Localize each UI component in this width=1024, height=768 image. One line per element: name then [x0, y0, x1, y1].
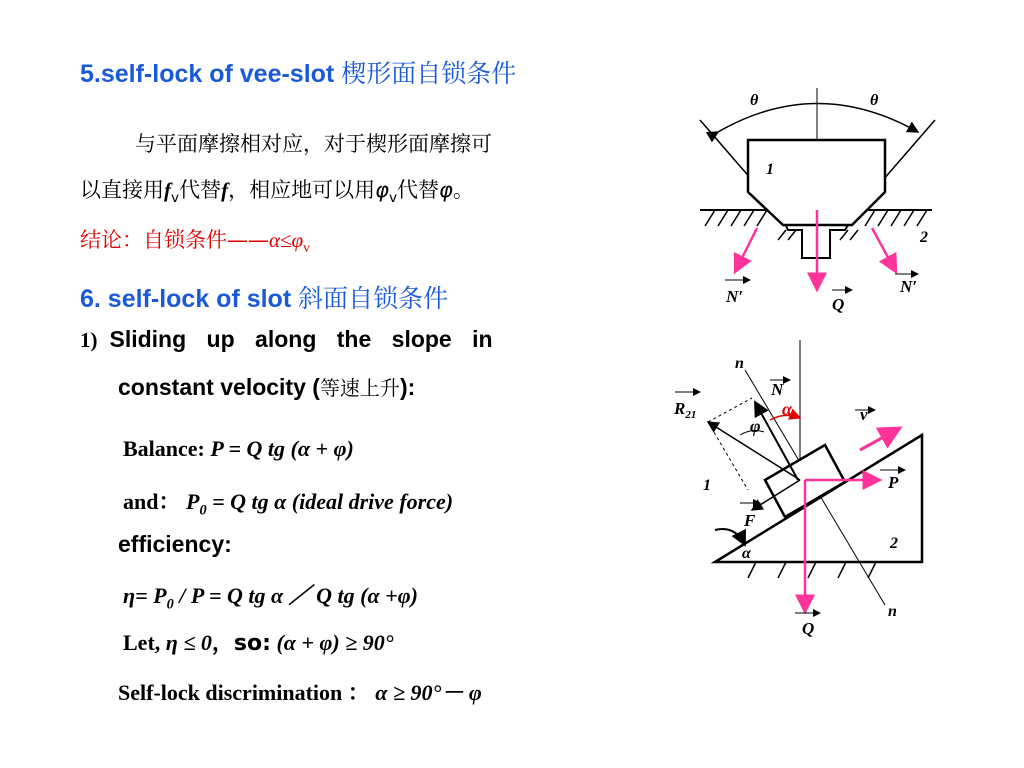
theta-right-label: θ — [870, 92, 879, 109]
vee-slot-diagram — [660, 80, 960, 325]
slope-2-label: 2 — [890, 535, 898, 552]
phi-label: φ — [750, 416, 761, 436]
body-1-label: 1 — [766, 161, 774, 178]
alpha-bottom-label: α — [742, 545, 751, 562]
n-prime-right-label: N′ — [900, 277, 918, 296]
section6-item1-line2: constant velocity (等速上升): — [118, 374, 416, 400]
Q-label-2: Q — [802, 619, 815, 638]
section5-conclusion: 结论：自锁条件$——\alpha\le\varphi_v$ — [80, 228, 310, 256]
selflock-discrimination: Self-lock discrimination ： α ≥ 90°－ φ — [118, 680, 482, 705]
ground-2-label: 2 — [920, 229, 928, 246]
section5-title: 5.self-lock of vee-slot 楔形面自锁条件 — [80, 59, 517, 88]
P-label: P — [888, 473, 899, 492]
slope-diagram — [660, 340, 960, 650]
n-prime-left-label: N′ — [726, 287, 744, 306]
section5-line2: 以直接用$f_v$代替f，相应地可以用$\varphi_v$代替φ。 — [80, 178, 474, 207]
body-1-label-2: 1 — [703, 477, 711, 494]
section6-item1: 1) Sliding up along the slope in — [80, 326, 493, 352]
let-equation: Let, η ≤ 0，so: (α + φ) ≥ 90° — [123, 630, 394, 656]
efficiency-equation: $\eta= P_0 / P = Q$ tg α ／ Q tg (α +φ) — [123, 583, 418, 613]
v-label: v — [860, 405, 868, 424]
theta-left-label: θ — [750, 92, 759, 109]
section6-title: 6. self-lock of slot 斜面自锁条件 — [80, 284, 449, 313]
section5-line1: 与平面摩擦相对应，对于楔形面摩擦可 — [135, 132, 492, 156]
N-label: N — [771, 380, 784, 399]
balance-equation: Balance: P = Q tg (α + φ) — [123, 436, 354, 461]
n-bottom-label: n — [888, 603, 897, 620]
n-top-label: n — [735, 355, 744, 372]
q-label-1: Q — [832, 295, 845, 314]
F-label: F — [744, 511, 756, 530]
and-equation: and： $P_0 = Q$ tg α (ideal drive force) — [123, 489, 454, 519]
alpha-top-label: α — [782, 399, 792, 419]
R21-label: $R_{21}$ — [674, 399, 697, 421]
efficiency-label: efficiency: — [118, 531, 232, 557]
